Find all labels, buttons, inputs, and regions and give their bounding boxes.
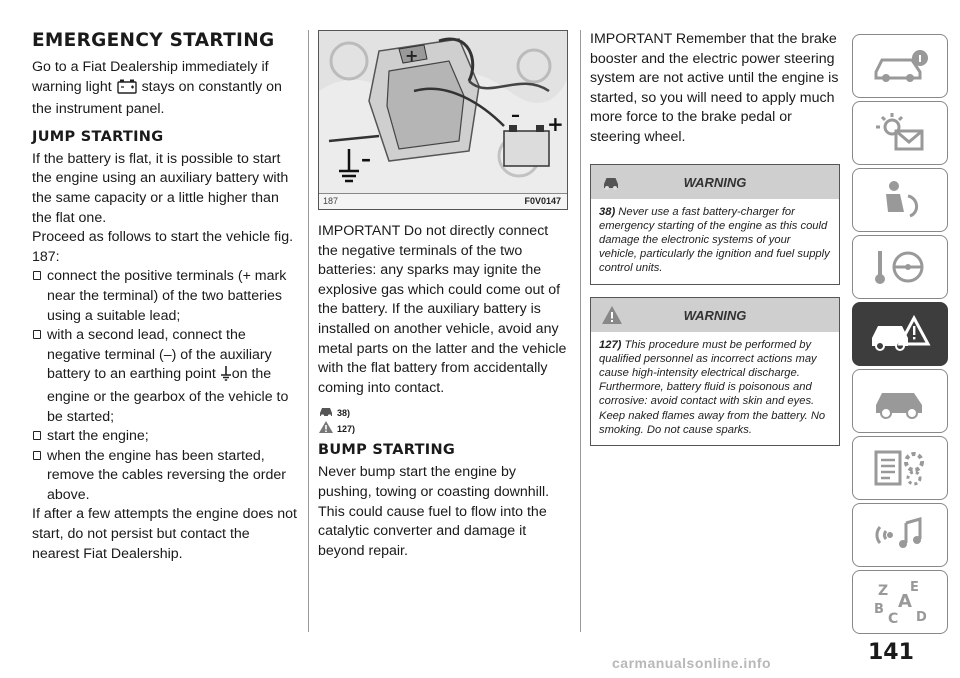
figure-caption <box>319 193 567 209</box>
svg-text:C: C <box>888 611 899 627</box>
svg-text:+: + <box>405 46 419 65</box>
warning-header: WARNING <box>591 298 839 332</box>
index-icon <box>870 577 930 627</box>
jump-paragraph-2: Proceed as follows to start the vehicle fig. 187: <box>32 229 294 265</box>
page-number: 141 <box>868 640 914 665</box>
warning-box <box>590 297 840 446</box>
tab-safety[interactable] <box>852 168 948 232</box>
tab-starting-driving[interactable] <box>852 235 948 299</box>
important-note: IMPORTANT Do not directly connect the negative terminals of the two batteries: any sparks may ignite the explosive gas which could come out of the battery. If the auxiliary battery is installed on another vehicle, avoid any metal parts on the latter and the vehicle with the flat battery from accidentally coming into contact. <box>318 223 567 396</box>
column-left <box>32 30 298 564</box>
tab-index[interactable] <box>852 570 948 634</box>
jump-starting-heading: JUMP STARTING <box>32 128 164 145</box>
list-item: connect the positive terminals (+ mark near the terminal) of the two batteries using a suitable lead; <box>32 267 298 326</box>
tab-car-info[interactable] <box>852 34 948 98</box>
car-warning-icon <box>318 404 334 418</box>
svg-text:+: + <box>547 112 564 136</box>
steering-wheel-key-icon <box>870 245 930 289</box>
bullet-box-icon <box>33 451 41 460</box>
warning-reference: 38) <box>318 404 568 418</box>
bump-paragraph: Never bump start the engine by pushing, towing or coasting downhill. This could cause fuel to flow into the catalytic converter and damage it beyond repair. <box>318 464 550 559</box>
earth-ground-icon <box>220 366 232 388</box>
technical-data-icon <box>870 446 930 490</box>
tab-warning-lights[interactable] <box>852 101 948 165</box>
column-middle <box>318 30 568 561</box>
warning-reference: 127) <box>318 420 568 434</box>
battery-warning-icon <box>116 78 138 101</box>
tab-emergency[interactable] <box>852 302 948 366</box>
list-item: with a second lead, connect the negative terminal (–) of the auxiliary battery to an earthing point on the engine or the gearbox of the vehicle to be started; <box>32 326 298 427</box>
figure-code: F0V0147 <box>524 196 561 206</box>
warning-box <box>590 164 840 285</box>
bullet-box-icon <box>33 431 41 440</box>
alert-triangle-icon <box>318 420 334 434</box>
figure-number: 187 <box>323 196 339 206</box>
tab-maintenance[interactable] <box>852 369 948 433</box>
column-right <box>590 30 840 446</box>
list-item: start the engine; <box>32 427 298 447</box>
bump-starting-heading: BUMP STARTING <box>318 442 456 459</box>
tab-technical-data[interactable] <box>852 436 948 500</box>
section-title: EMERGENCY STARTING <box>32 30 275 51</box>
svg-text:–: – <box>361 147 371 171</box>
list-item: when the engine has been started, remove the cables reversing the order above. <box>32 447 298 506</box>
svg-text:D: D <box>916 610 927 625</box>
warning-header: WARNING <box>591 165 839 199</box>
svg-text:Z: Z <box>878 583 889 599</box>
intro-paragraph: Go to a Fiat Dealership immediately if warning light stays on constantly on the instrument panel. <box>32 59 282 118</box>
warning-text: 38) Never use a fast battery-charger for emergency starting of the engine as this could damage the electronic systems of your vehicle, particularly the ignition and fuel supply control units. <box>599 205 830 275</box>
safety-airbag-icon <box>870 178 930 222</box>
warning-lights-icon <box>870 111 930 155</box>
svg-text:–: – <box>511 105 520 126</box>
battery-jump-figure <box>318 30 568 210</box>
bullet-box-icon <box>33 271 41 280</box>
warning-text: 127) This procedure must be performed by qualified personnel as incorrect actions may cause high-intensity electrical discharge. Furthermore, battery fluid is poisonous and corrosive: avoid contact with skin and eyes. Keep naked flames away from the battery. No smoking. Do not cause sparks. <box>599 338 826 436</box>
tab-multimedia[interactable] <box>852 503 948 567</box>
important-note: IMPORTANT Remember that the brake booster and the electric power steering system are not active until the engine is started, so you will need to apply much more force to the brake pedal or steering wheel. <box>590 31 839 145</box>
svg-text:A: A <box>898 591 912 612</box>
battery-illustration <box>319 31 568 196</box>
multimedia-icon <box>870 513 930 557</box>
column-divider <box>580 30 581 632</box>
bullet-box-icon <box>33 330 41 339</box>
closing-paragraph: If after a few attempts the engine does not start, do not persist but contact the nearest Fiat Dealership. <box>32 506 297 562</box>
svg-text:B: B <box>874 602 884 617</box>
svg-text:E: E <box>910 580 919 595</box>
jump-paragraph-1: If the battery is flat, it is possible to start the engine using an auxiliary battery with the same capacity or a little higher than the flat one. <box>32 150 289 226</box>
column-divider <box>308 30 309 632</box>
car-maintenance-icon <box>870 381 930 421</box>
watermark: carmanualsonline.info <box>612 655 772 671</box>
car-info-icon <box>870 48 930 84</box>
emergency-breakdown-icon <box>868 312 932 356</box>
